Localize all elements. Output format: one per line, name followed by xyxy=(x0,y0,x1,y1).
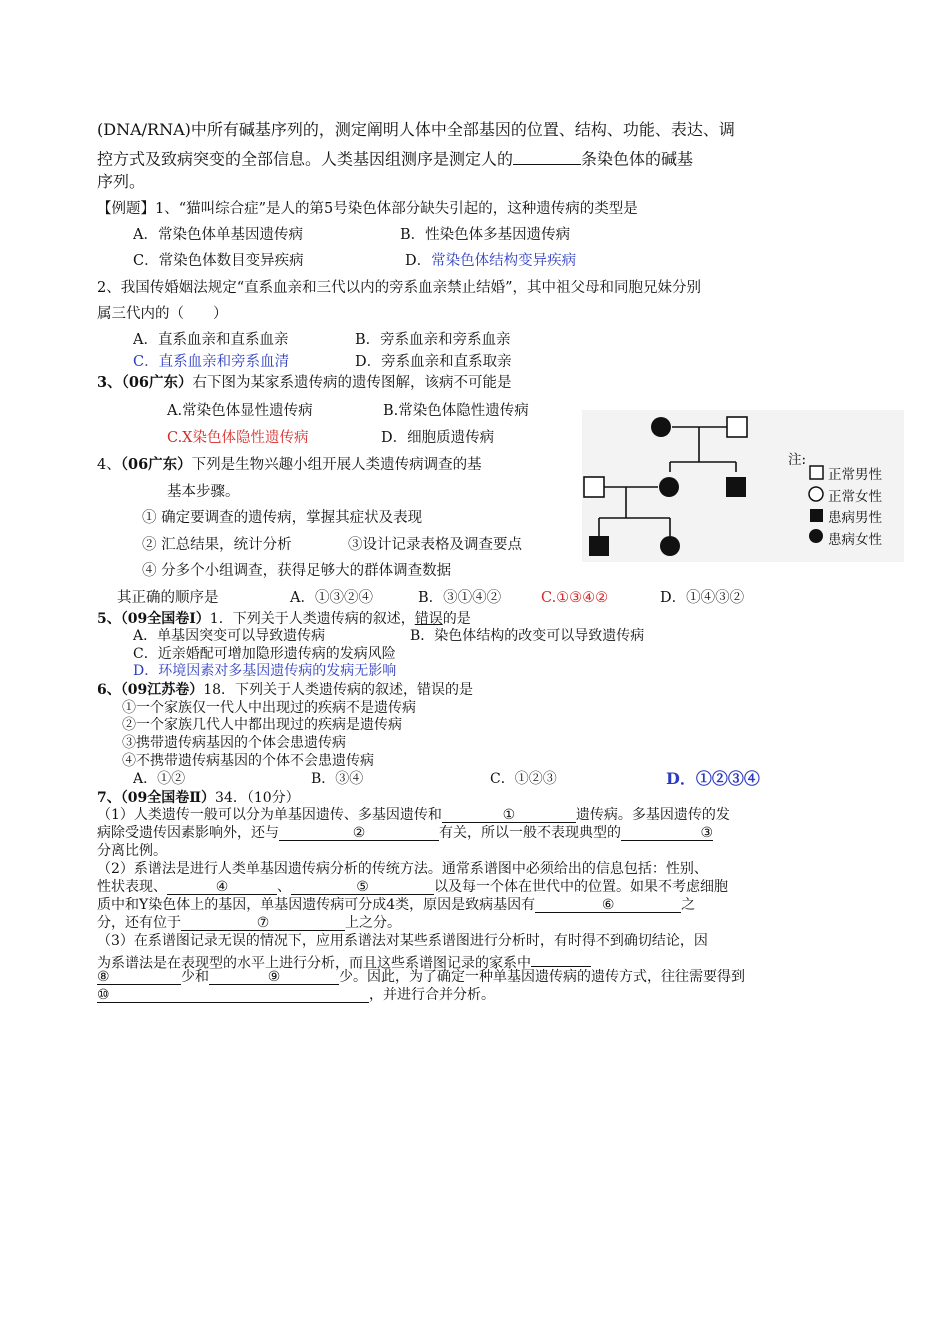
ex3-option-b: B.常染色体隐性遗传病 xyxy=(383,403,529,419)
ex5-option-c: C．近亲婚配可增加隐形遗传病的发病风险 xyxy=(133,646,396,662)
legend-affected-male: 患病男性 xyxy=(828,510,882,526)
ex7-p2-line-4: 分，还有位于 ⑦ 上之分。 xyxy=(97,915,401,931)
legend-normal-female-icon xyxy=(809,487,823,501)
ex1-option-a: A．常染色体单基因遗传病 xyxy=(133,227,303,243)
ex4-step-1: ① 确定要调查的遗传病，掌握其症状及表现 xyxy=(142,510,423,526)
ex6-stmt-4: ④不携带遗传病基因的个体不会患遗传病 xyxy=(122,753,374,769)
blank-4: ④ xyxy=(167,879,277,895)
ex3-option-c: C.X染色体隐性遗传病 xyxy=(167,430,309,446)
blank-7: ⑦ xyxy=(181,915,345,931)
blank-10: ⑩ xyxy=(97,987,369,1003)
ex4-lead: 其正确的顺序是 xyxy=(117,590,219,606)
ex6-option-d: D．①②③④ xyxy=(666,769,760,788)
ex4-option-d: D．①④③② xyxy=(660,590,745,606)
normal-male-ii1 xyxy=(584,477,604,497)
ex5-option-d: D．环境因素对多基因遗传病的发病无影响 xyxy=(133,663,397,679)
ex1-option-b: B．性染色体多基因遗传病 xyxy=(400,227,571,243)
ex6-stem: 6、（09江苏卷）18．下列关于人类遗传病的叙述，错误的是 xyxy=(97,682,474,698)
ex7-p1-line-3: 分离比例。 xyxy=(97,843,167,859)
ex4-stem-1: 4、（06广东）下列是生物兴趣小组开展人类遗传病调查的基 xyxy=(97,456,482,473)
ex7-p3-line-3: ⑧ 少和 ⑨ 少。因此，为了确定一种单基因遗传病的遗传方式，往往需要得到 xyxy=(97,969,745,985)
ex7-p1-line-1: （1）人类遗传一般可以分为单基因遗传、多基因遗传和 ① 遗传病。多基因遗传的发 xyxy=(97,807,730,823)
blank-2: ② xyxy=(279,825,439,841)
ex7-p3-line-2: 为系谱法是在表现型的水平上进行分析，而且这些系谱图记录的家系中 xyxy=(97,951,591,973)
ex1-option-c: C．常染色体数目变异疾病 xyxy=(133,253,304,269)
ex3-option-a: A.常染色体显性遗传病 xyxy=(167,403,313,419)
ex7-p3-line-1: （3）在系谱图记录无误的情况下，应用系谱法对某些系谱图进行分析时，有时得不到确切结论，因 xyxy=(97,933,708,949)
affected-female-ii2 xyxy=(659,477,679,497)
legend-normal-male-icon xyxy=(810,466,823,479)
ex4-option-b: B．③①④② xyxy=(418,590,502,606)
intro-line-3: 序列。 xyxy=(97,172,146,191)
affected-male-iii1 xyxy=(589,536,609,556)
ex2-option-c: C．直系血亲和旁系血清 xyxy=(133,354,290,370)
ex7-p2-line-1: （2）系谱法是进行人类单基因遗传病分析的传统方法。通常系谱图中必须给出的信息包括：性别、 xyxy=(97,861,708,877)
ex4-step-3: ③设计记录表格及调查要点 xyxy=(348,537,522,553)
ex3-stem: 3、（06广东）右下图为某家系遗传病的遗传图解，该病不可能是 xyxy=(97,374,512,391)
ex5-option-b: B．染色体结构的改变可以导致遗传病 xyxy=(410,628,645,644)
blank-5: ⑤ xyxy=(291,879,434,895)
ex1-stem: 【例题】1、“猫叫综合症”是人的第5号染色体部分缺失引起的，这种遗传病的类型是 xyxy=(97,201,638,217)
normal-male-i2 xyxy=(727,417,747,437)
ex2-option-d: D．旁系血亲和直系取亲 xyxy=(355,354,512,370)
ex5-stem: 5、（09全国卷Ⅰ）1．下列关于人类遗传病的叙述，错误的是 xyxy=(97,611,471,627)
ex2-stem-1: 2、我国传婚姻法规定“直系血亲和三代以内的旁系血亲禁止结婚”，其中祖父母和同胞兄妹分别 xyxy=(97,280,702,296)
blank-chromosome-count xyxy=(513,146,581,165)
legend-title: 注: xyxy=(788,452,807,468)
ex7-p1-line-2: 病除受遗传因素影响外，还与 ② 有关，所以一般不表现典型的 ③ xyxy=(97,825,713,841)
ex1-option-d: D．常染色体结构变异疾病 xyxy=(405,253,577,269)
blank-8: ⑧ xyxy=(97,969,181,985)
ex6-stmt-1: ①一个家族仅一代人中出现过的疾病不是遗传病 xyxy=(122,700,416,716)
ex7-stem: 7、（09全国卷Ⅱ）34．（10分） xyxy=(97,790,300,806)
legend-affected-female-icon xyxy=(809,529,823,543)
ex6-stmt-2: ②一个家族几代人中都出现过的疾病是遗传病 xyxy=(122,717,402,733)
ex2-option-a: A．直系血亲和直系血亲 xyxy=(133,332,289,348)
ex6-option-b: B．③④ xyxy=(311,771,364,787)
legend-normal-female: 正常女性 xyxy=(828,489,882,505)
ex6-option-a: A．①② xyxy=(133,771,186,787)
ex2-option-b: B．旁系血亲和旁系血亲 xyxy=(355,332,511,348)
ex2-stem-2: 属三代内的（ ） xyxy=(97,306,228,322)
legend-affected-male-icon xyxy=(810,509,823,522)
affected-female-iii2 xyxy=(660,536,680,556)
legend-affected-female: 患病女性 xyxy=(828,532,882,548)
ex6-stmt-3: ③携带遗传病基因的个体会患遗传病 xyxy=(122,735,346,751)
ex4-step-2: ② 汇总结果，统计分析 xyxy=(142,537,292,553)
ex3-option-d: D．细胞质遗传病 xyxy=(381,430,495,446)
affected-female-i1 xyxy=(651,417,671,437)
ex4-stem-2: 基本步骤。 xyxy=(167,484,240,500)
ex7-p2-line-2: 性状表现、 ④ 、 ⑤ 以及每一个体在世代中的位置。如果不考虑细胞 xyxy=(97,879,728,895)
blank-1: ① xyxy=(442,807,576,823)
ex7-p3-line-4: ⑩ ，并进行合并分析。 xyxy=(97,987,495,1003)
ex4-step-4: ④ 分多个小组调查，获得足够大的群体调查数据 xyxy=(142,563,452,579)
ex4-option-c: C.①③④② xyxy=(541,590,609,606)
intro-line-2: 控方式及致病突变的全部信息。人类基因组测序是测定人的 条染色体的碱基 xyxy=(97,146,693,170)
affected-male-ii3 xyxy=(726,477,746,497)
blank-6: ⑥ xyxy=(535,897,681,913)
pedigree-figure xyxy=(582,410,904,562)
ex4-option-a: A．①③②④ xyxy=(290,590,373,606)
intro-line-1: (DNA/RNA)中所有碱基序列的，测定阐明人体中全部基因的位置、结构、功能、表达、调 xyxy=(97,120,735,139)
legend-normal-male: 正常男性 xyxy=(828,467,882,483)
blank-3: ③ xyxy=(621,825,713,841)
blank-9: ⑨ xyxy=(209,969,339,985)
ex7-p2-line-3: 质中和Y染色体上的基因，单基因遗传病可分成4类，原因是致病基因有 ⑥ 之 xyxy=(97,897,696,913)
ex6-option-c: C．①②③ xyxy=(490,771,557,787)
ex5-option-a: A．单基因突变可以导致遗传病 xyxy=(133,628,326,644)
